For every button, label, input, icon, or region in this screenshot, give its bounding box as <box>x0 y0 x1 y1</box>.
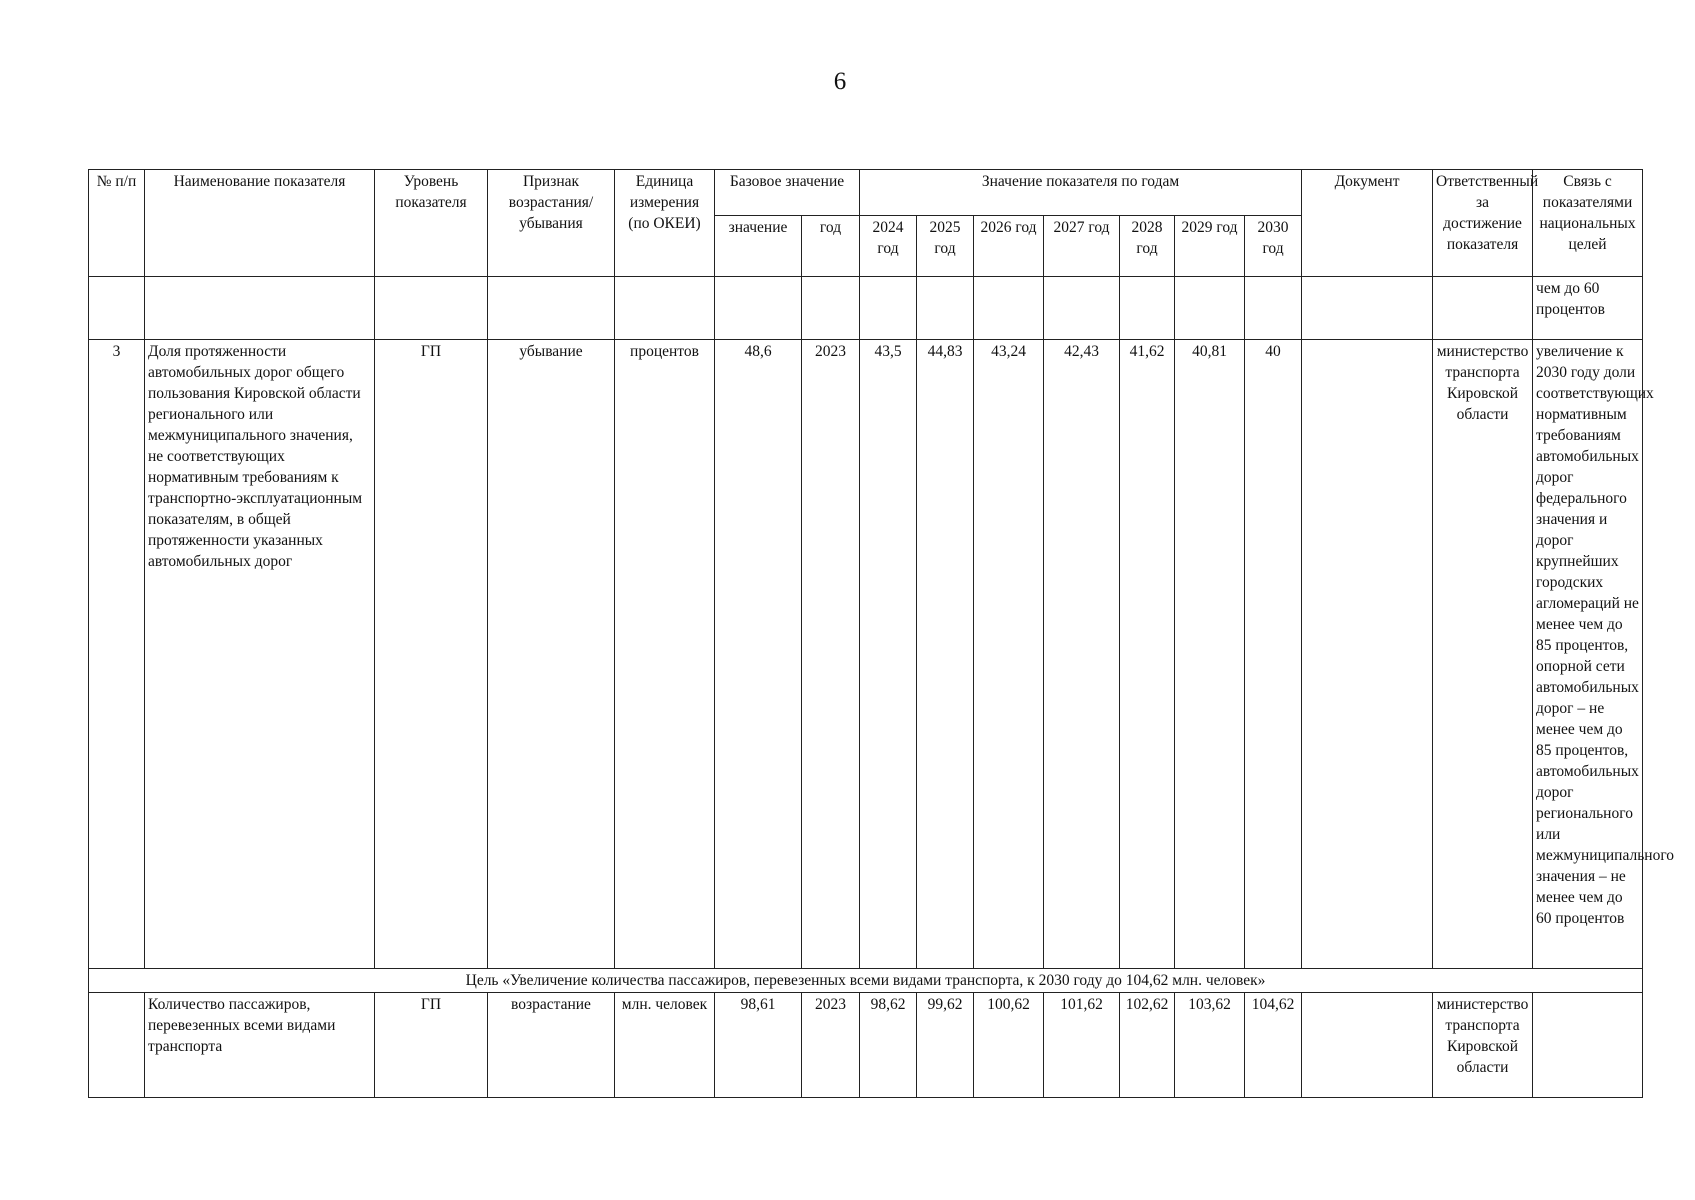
year-value: 98,62 <box>860 993 917 1098</box>
table-cell <box>1245 277 1302 340</box>
year-value: 104,62 <box>1245 993 1302 1098</box>
year-value: 44,83 <box>917 340 974 969</box>
header-level: Уровень показателя <box>375 170 488 277</box>
year-value: 41,62 <box>1120 340 1175 969</box>
indicator-level: ГП <box>375 993 488 1098</box>
header-base-value: значение <box>715 216 802 277</box>
indicator-sign: убывание <box>488 340 615 969</box>
table-cell <box>715 277 802 340</box>
header-document: Документ <box>1302 170 1433 277</box>
year-value: 102,62 <box>1120 993 1175 1098</box>
table-row <box>89 993 1643 1098</box>
header-by-years: Значение показателя по годам <box>860 170 1302 216</box>
indicator-sign: возрастание <box>488 993 615 1098</box>
table-cell <box>917 277 974 340</box>
year-value: 101,62 <box>1044 993 1120 1098</box>
table-cell <box>145 277 375 340</box>
base-value: 48,6 <box>715 340 802 969</box>
table-row <box>89 340 1643 969</box>
base-year: 2023 <box>802 993 860 1098</box>
page-number: 6 <box>833 68 847 95</box>
indicator-name: Доля протяженности автомобильных дорог общего пользования Кировской области регионального или межмуниципального значения, не соответствующих нормативным требованиям к транспортно-эксплуатационным показателям, в общей протяженности указанных автомобильных дорог <box>145 340 375 969</box>
header-row-1 <box>89 170 1643 216</box>
base-year: 2023 <box>802 340 860 969</box>
year-value: 40,81 <box>1175 340 1245 969</box>
table-cell <box>1044 277 1120 340</box>
goal-text: Цель «Увеличение количества пассажиров, перевезенных всеми видами транспорта, к 2030 году до 104,62 млн. человек» <box>89 969 1643 993</box>
year-value: 42,43 <box>1044 340 1120 969</box>
header-link: Связь с показателями национальных целей <box>1533 170 1643 277</box>
table-cell <box>802 277 860 340</box>
year-value: 40 <box>1245 340 1302 969</box>
table-cell <box>89 277 145 340</box>
indicator-level: ГП <box>375 340 488 969</box>
header-base-year: год <box>802 216 860 277</box>
document-cell <box>1302 993 1433 1098</box>
header-year: 2030 год <box>1245 216 1302 277</box>
table-cell <box>1175 277 1245 340</box>
header-year: 2028 год <box>1120 216 1175 277</box>
table-cell <box>974 277 1044 340</box>
header-unit: Единица измерения (по ОКЕИ) <box>615 170 715 277</box>
table-cell <box>1302 277 1433 340</box>
indicator-unit: процентов <box>615 340 715 969</box>
goal-row <box>89 969 1643 993</box>
indicator-unit: млн. человек <box>615 993 715 1098</box>
header-name: Наименование показателя <box>145 170 375 277</box>
header-year: 2024 год <box>860 216 917 277</box>
table-cell <box>488 277 615 340</box>
header-year: 2025 год <box>917 216 974 277</box>
table-cell <box>1120 277 1175 340</box>
indicators-table <box>88 169 1675 1098</box>
indicator-name: Количество пассажиров, перевезенных всеми видами транспорта <box>145 993 375 1098</box>
header-sign: Признак возрастания/убывания <box>488 170 615 277</box>
table-cell <box>375 277 488 340</box>
responsible: министерство транспорта Кировской области <box>1433 993 1533 1098</box>
table-cell <box>860 277 917 340</box>
document-cell <box>1302 340 1433 969</box>
year-value: 103,62 <box>1175 993 1245 1098</box>
header-base: Базовое значение <box>715 170 860 216</box>
table-cell <box>1433 277 1533 340</box>
year-value: 100,62 <box>974 993 1044 1098</box>
year-value: 43,5 <box>860 340 917 969</box>
header-num: № п/п <box>89 170 145 277</box>
year-value: 43,24 <box>974 340 1044 969</box>
table-cell <box>615 277 715 340</box>
row-num <box>89 993 145 1098</box>
year-value: 99,62 <box>917 993 974 1098</box>
header-year: 2026 год <box>974 216 1044 277</box>
national-goal-link <box>1533 993 1643 1098</box>
responsible: министерство транспорта Кировской области <box>1433 340 1533 969</box>
national-goal-link: увеличение к 2030 году доли соответствующих нормативным требованиям автомобильных дорог федерального значения и дорог крупнейших городских агломераций не менее чем до 85 процентов, опорной сети автомобильных дорог – не менее чем до 85 процентов, автомобильных дорог регионального или межмуниципального значения – не менее чем до 60 процентов <box>1533 340 1643 969</box>
continuation-link-text: чем до 60 процентов <box>1533 277 1643 340</box>
continuation-row <box>89 277 1643 340</box>
header-year: 2029 год <box>1175 216 1245 277</box>
header-responsible: Ответственный за достижение показателя <box>1433 170 1533 277</box>
header-year: 2027 год <box>1044 216 1120 277</box>
base-value: 98,61 <box>715 993 802 1098</box>
row-num: 3 <box>89 340 145 969</box>
